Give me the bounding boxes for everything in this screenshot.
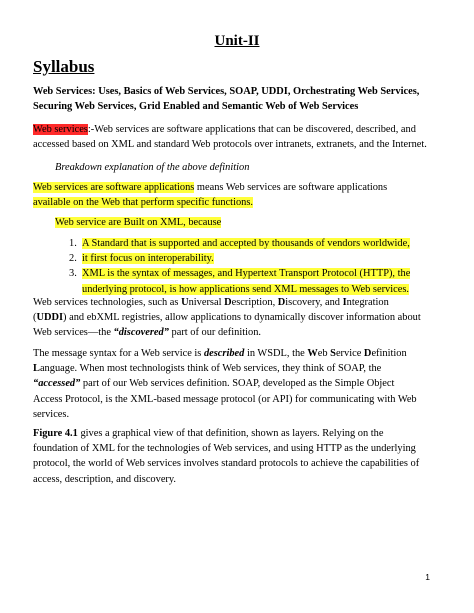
text-run: eb <box>317 348 331 359</box>
text-run: “accessed” <box>33 378 81 390</box>
text-run: L <box>33 363 40 375</box>
figure-paragraph <box>33 426 419 487</box>
built-on-xml-text: Web service are Built on XML, because <box>55 217 222 228</box>
breakdown-heading: Breakdown explanation of the above definition <box>55 162 250 173</box>
text-run: D <box>224 297 232 308</box>
figure-line-1 <box>33 426 419 441</box>
xml-reasons-list <box>69 236 411 297</box>
definition-term: Web services <box>33 124 88 135</box>
list-item-number: 3. <box>69 268 77 280</box>
breakdown-mid: means Web services are software applications <box>194 182 388 193</box>
text-run: anguage. When most technologists think of Web services, they think of SOAP, the <box>39 363 382 375</box>
wsdl-line-4: Access Protocol, is the XML-based message protocol (or API) for communicating with Web <box>33 393 417 405</box>
text-run: UDDI <box>36 312 64 324</box>
syllabus-heading: Syllabus <box>33 57 95 76</box>
breakdown-highlight-2: available on the Web that perform specific functions. <box>33 197 253 209</box>
text-run: D <box>277 297 286 308</box>
uddi-line-1 <box>33 295 421 310</box>
figure-reference: Figure 4.1 <box>33 428 78 439</box>
text-run: I <box>342 297 347 308</box>
wsdl-line-5: services. <box>33 408 70 420</box>
list-item-number: 2. <box>69 253 77 265</box>
breakdown-highlight-1: Web services are software applications <box>33 182 195 193</box>
list-item <box>69 251 410 266</box>
text-run: Web services technologies, such as <box>33 297 182 308</box>
text-run: in WSDL, the <box>244 348 308 359</box>
definition-line-2: accessed based on XML and standard Web protocols over intranets, extranets, and the Internet. <box>33 139 427 151</box>
breakdown-line-1 <box>33 180 443 195</box>
figure-line-3: protocol, the world of Web services involves standard protocols to achieve the capabilities of <box>33 458 420 470</box>
text-run: niversal <box>188 297 225 308</box>
text-run: W <box>307 348 318 359</box>
definition-text: Web services are software applications that can be discovered, described, and <box>94 124 416 135</box>
text-run: part of our Web services definition. SOAP, developed as the Simple Object <box>80 378 395 390</box>
text-run: ntegration <box>346 297 389 308</box>
text-run: efinition <box>371 348 407 359</box>
text-run: described <box>203 348 245 359</box>
list-item-text: underlying protocol, is how applications send XML messages to Web services. <box>82 283 409 295</box>
list-item-text: it first focus on interoperability. <box>82 253 214 265</box>
text-run: S <box>330 348 336 359</box>
syllabus-topics-line-1: Web Services: Uses, Basics of Web Services, SOAP, UDDI, Orchestrating Web Services, <box>33 86 420 97</box>
wsdl-line-3 <box>33 376 417 391</box>
wsdl-line-2 <box>33 361 417 376</box>
list-item-text: XML is the syntax of messages, and Hypertext Transport Protocol (HTTP), the <box>82 268 411 280</box>
definition-paragraph <box>33 122 427 152</box>
wsdl-line-1 <box>33 346 417 361</box>
breakdown-line-2 <box>33 195 443 210</box>
figure-line-4: access, description, and discovery. <box>33 473 177 485</box>
text-run: ) and ebXML registries, allow applications to dynamically discover information about <box>63 312 421 324</box>
text-run: escription, <box>231 297 278 308</box>
list-item-number: 1. <box>69 238 77 249</box>
text-run: ( <box>33 312 37 324</box>
uddi-line-3 <box>33 325 421 340</box>
built-on-xml-heading <box>55 215 221 230</box>
syllabus-topics-line-2: Securing Web Services, Grid Enabled and Semantic Web of Web Services <box>33 101 359 113</box>
text-run: ervice <box>335 348 364 359</box>
page-number: 1 <box>425 572 430 582</box>
figure-line-2: foundation of XML for the technologies of Web services, and using HTTP as the underlying <box>33 443 416 455</box>
definition-dash: :- <box>87 124 95 135</box>
list-item <box>69 236 410 251</box>
definition-line-1 <box>33 122 427 137</box>
text-run: iscovery, and <box>285 297 343 308</box>
text-run: The message syntax for a Web service is <box>33 348 204 359</box>
uddi-line-2 <box>33 310 421 325</box>
list-item-text-line-1 <box>82 266 410 281</box>
text-run: gives a graphical view of that definition, shown as layers. Relying on the <box>77 428 384 439</box>
list-item-text: A Standard that is supported and accepted by thousands of vendors worldwide, <box>82 238 410 249</box>
text-run: “discovered” <box>113 327 169 339</box>
text-run: D <box>363 348 372 359</box>
text-run: U <box>181 297 189 308</box>
unit-title: Unit-II <box>214 33 260 49</box>
breakdown-paragraph <box>33 180 443 210</box>
text-run: Web services—the <box>33 327 114 339</box>
syllabus-topics <box>33 84 419 114</box>
wsdl-paragraph <box>33 346 417 422</box>
text-run: part of our definition. <box>168 327 261 339</box>
uddi-paragraph <box>33 295 421 341</box>
list-item <box>69 266 411 296</box>
